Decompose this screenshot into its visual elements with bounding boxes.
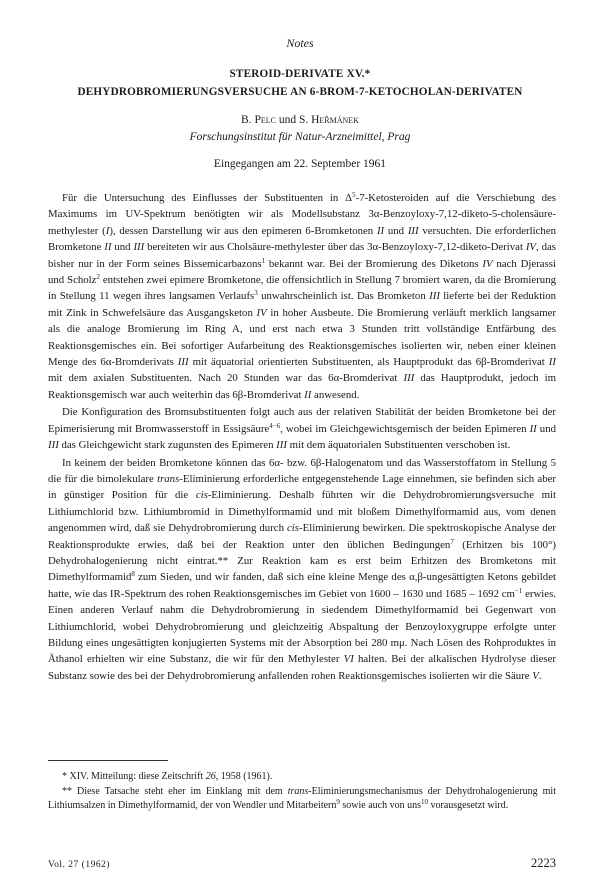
reference-number: 9 <box>336 798 340 806</box>
compound-label: I <box>105 224 110 237</box>
author1-initial: B. <box>241 114 255 126</box>
text-run: -Eliminierungsmechanismus der Dehydrohalogenierung mit Lithiumsalzen in Dimethylformamid, der von Wendler und Mitarbeitern <box>48 785 556 811</box>
text-run: entstehen zwei epimere Bromketone, die offensichtlich in Stellung 7 bromiert waren, da die Bromierung in Stellung 11 wegen ihres langsamen Verlaufs <box>48 274 556 303</box>
compound-label: II <box>376 224 385 237</box>
compound-label: III <box>177 356 189 369</box>
compound-label: III <box>429 290 440 303</box>
article-title-line1: STEROID-DERIVATE XV.* <box>229 68 371 80</box>
compound-label: II <box>304 388 312 401</box>
compound-label: III <box>403 372 415 385</box>
authors <box>0 114 600 126</box>
text-run: unwahrscheinlich ist. Das Bromketon <box>257 290 430 303</box>
compound-label: III <box>407 224 419 237</box>
paragraph-2 <box>48 404 556 453</box>
text-run: . <box>538 669 542 682</box>
text-run: versuchten. Die erforderlichen Bromketone <box>48 224 557 254</box>
text-run: und <box>111 241 134 254</box>
compound-label: V <box>532 669 539 682</box>
reference-number: 7 <box>450 537 454 546</box>
text-run: anwesend. <box>311 388 360 401</box>
author2-surname: Heřmánek <box>311 114 359 126</box>
superscript: 5 <box>352 191 356 199</box>
text-run: -Eliminierung. Deshalb führten wir die Dehydrobromierungsversuche mit Lithiumchlorid bzw. Lithiumbromid in Dimethylformamid und mit bloßem Dimethylformamid aus, vom denen angenommen wird, daß sie Dehydrobromierung durch <box>48 489 556 535</box>
footnote-2 <box>48 785 556 814</box>
text-run: nach Djerassi und Scholz <box>48 257 556 287</box>
compound-label: II <box>548 356 556 369</box>
text-run: ), dessen Darstellung wir aus den epimeren 6-Bromketonen <box>109 224 377 237</box>
text-run: (Erhitzen bis 100°) Dehydrohalogenierung nicht eintrat.** Zur Reaktion kam es erst beim Erhitzen des Bromketons mit Dimethylformamid <box>48 538 556 584</box>
compound-label: III <box>276 439 287 452</box>
compound-label: VI <box>343 653 354 666</box>
text-run: , wobei im Gleichgewichtsgemisch der beiden Epimeren <box>280 422 530 435</box>
text-run: lieferte bei der Reduktion mit Zink in Schwefelsäure das Ausgangsketon <box>48 290 557 319</box>
article-title-line2: DEHYDROBROMIERUNGSVERSUCHE AN 6-BROM-7-KETOCHOLAN-DERIVATEN <box>77 86 523 98</box>
paragraph-3 <box>48 455 556 685</box>
text-run: * XIV. Mitteilung: diese Zeitschrift <box>62 771 206 782</box>
article-body <box>48 190 556 684</box>
compound-label: IV <box>525 241 537 254</box>
footnote-rule <box>48 760 168 761</box>
text-run: zum Sieden, und wir fanden, daß sich eine kleine Menge des α,β-ungesättigten Ketons gebildet hatte, wie das IR-Spektrum des rohen Reaktionsgemisches im Gebiet von 1600 – 1630 und 1685 – 1692 cm <box>48 571 556 600</box>
volume-info: Vol. 27 (1962) <box>48 860 110 870</box>
volume-number: 26 <box>205 771 216 782</box>
reference-number: 8 <box>131 570 135 579</box>
text-run: bekannt war. Bei der Bromierung des Diketons <box>265 257 483 270</box>
text-run: bereiteten wir aus Cholsäure-methylester über das 3α-Benzoyloxy-7,12-diketo-Derivat <box>144 241 526 254</box>
running-head: Notes <box>286 36 314 50</box>
compound-label: IV <box>482 257 493 270</box>
text-run: -Eliminierung bewirken. Die spektroskopische Analyse der Reaktionsprodukte erwies, daß bei der Reaktion unter den üblichen Bedingungen <box>48 522 556 551</box>
text-run: das Hauptprodukt, jedoch im Reaktionsgemisch war auch weiterhin das 6β-Bromderivat <box>48 372 556 401</box>
text-run: das Gleichgewicht stark zugunsten des Epimeren <box>58 439 277 452</box>
reference-number: 2 <box>96 273 100 282</box>
italic-term: trans <box>287 785 309 797</box>
text-run: in hoher Ausbeute. Die Bromierung verläuft merklich langsamer als die analoge Bromierung im Ring A, und erst nach etwa 3 Stunden tritt vollständige Entfärbung des Reaktionsgemisches ein. Bei sofortiger Aufarbeitung des Reaktionsgemisches isolierten wir, neben einer kleinen Menge des 6α-Bromderivats <box>48 306 556 369</box>
compound-label: III <box>133 241 145 254</box>
author-conjunction: und S. <box>275 114 312 126</box>
institution: Forschungsinstitut für Natur-Arzneimittel, Prag <box>189 131 411 143</box>
superscript: −1 <box>514 586 523 595</box>
text-run: -7-Ketosteroiden auf die Verschiebung des Maximums im UV-Spektrum benötigten wir als Modellsubstanz 3α-Benzoyloxy-7,12-diketo-5-cholensäure-methylester ( <box>48 192 557 237</box>
compound-label: IV <box>256 306 267 319</box>
reference-number: 4−6 <box>269 421 281 430</box>
footnotes <box>48 770 556 814</box>
italic-term: cis <box>287 522 299 535</box>
italic-term: trans <box>157 472 180 485</box>
compound-label: II <box>104 241 112 254</box>
text-run: , 1958 (1961). <box>215 771 273 782</box>
text-run: mit dem axialen Substituenten. Nach 20 Stunden war das 6α-Bromderivat <box>48 372 404 385</box>
text-run: Für die Untersuchung des Einflusses der Substituenten in Δ <box>62 192 353 204</box>
received-date: Eingegangen am 22. September 1961 <box>213 158 387 170</box>
text-run: In keinem der beiden Bromketone können das 6α- bzw. 6β-Halogenatom und das Wasserstoffatom in Stellung 5 die für die bimolekulare <box>48 456 556 485</box>
reference-number: 3 <box>254 289 258 298</box>
reference-number: 10 <box>421 798 428 806</box>
page-number: 2223 <box>531 856 556 870</box>
text-run: ** Diese Tatsache steht eher im Einklang mit dem <box>62 785 288 797</box>
text-run: und <box>384 224 408 237</box>
compound-label: III <box>48 439 59 452</box>
author1-surname: Pelc <box>254 114 276 126</box>
text-run: Die Konfiguration des Bromsubstituenten folgt auch aus der relativen Stabilität der beiden Bromketone bei der Epimerisierung mit Bromwasserstoff in Essigsäure <box>48 406 556 435</box>
text-run: , das bisher nur in der Form seines Bissemicarbazons <box>48 241 557 270</box>
text-run: mit äquatorial orientierten Substituenten, als Hauptprodukt das 6β-Bromderivat <box>188 356 549 369</box>
paragraph-1 <box>48 190 556 403</box>
text-run: und <box>536 422 556 435</box>
compound-label: II <box>529 422 537 435</box>
text-run: sowie auch von uns <box>339 800 421 811</box>
text-run: halten. Bei der alkalischen Hydrolyse dieser Substanz sowie des bei der Dehydrobromierung anfallenden rohen Reaktionsgemisches isolierten wir die Säure <box>48 653 556 682</box>
text-run: -Eliminierung erforderliche entgegenstehende Lage einnehmen, sie befinden sich aber in günstiger Position für die <box>48 472 556 502</box>
text-run: erwies. Einen anderen Verlauf nahm die Dehydrobromierung in siedendem Dimethylformamid bei Gegenwart von Lithiumchlorid, wobei Dehydrobromierung und gleichzeitig Abspaltung der Benzoyloxygruppe erfolgte unter Bildung eines ungesättigten konjugierten Systems mit der Absorption bei 280 mμ. Nach Lösen des Rohproduktes in Äthanol erhielten wir eine Substanz, die wir für den Methylester <box>48 587 556 666</box>
text-run: mit dem äquatorialen Substituenten verschoben ist. <box>286 439 511 452</box>
reference-number: 1 <box>261 256 266 265</box>
footnote-1 <box>48 770 556 785</box>
italic-term: cis <box>195 489 208 502</box>
text-run: vorausgesetzt wird. <box>428 800 509 811</box>
